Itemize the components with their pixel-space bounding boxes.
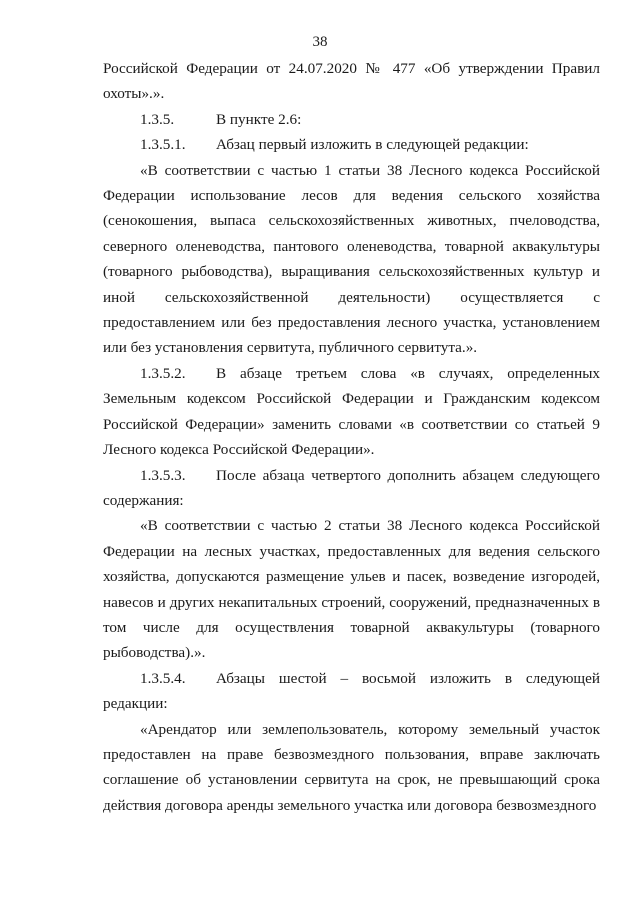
paragraph-text: После абзаца четвертого дополнить абзацем следующего содержания: (103, 466, 600, 509)
paragraph-item-1-3-5 (103, 107, 600, 132)
document-body (103, 56, 600, 818)
paragraph-item-1-3-5-1 (103, 132, 600, 157)
item-number: 1.3.5.4. (140, 669, 186, 687)
paragraph-item-1-3-5-2 (103, 361, 600, 463)
page-number: 38 (312, 34, 328, 50)
item-number: 1.3.5.1. (140, 136, 186, 154)
paragraph-quote-forest-use (103, 158, 600, 361)
paragraph-continuation (103, 56, 600, 107)
paragraph-item-1-3-5-3 (103, 463, 600, 514)
item-number: 1.3.5. (140, 110, 175, 128)
paragraph-quote-tenant (103, 717, 600, 819)
paragraph-item-1-3-5-4 (103, 666, 600, 717)
paragraph-quote-forest-plots (103, 513, 600, 665)
item-number: 1.3.5.3. (140, 466, 186, 484)
paragraph-text: «В соответствии с частью 1 статьи 38 Лесного кодекса Российской Федерации использование лесов для ведения сельского хозяйства (сенокошения, выпаса сельскохозяйственных животных, пчеловодства, северного оленеводства, пантового оленеводства, товарной аквакультуры (товарного рыбоводства), выращивания сельскохозяйственных культур и иной сельскохозяйственной деятельности) осуществляется с предоставлением или без предоставления лесного участка, установлением или без установления сервитута, публичного сервитута.». (103, 161, 600, 357)
paragraph-text: «В соответствии с частью 2 статьи 38 Лесного кодекса Российской Федерации на лесных участках, предоставленных для ведения сельского хозяйства, допускаются размещение ульев и пасек, возведение изгородей, навесов и других некапитальных строений, сооружений, предназначенных в том числе для осуществления товарной аквакультуры (товарного рыбоводства).». (103, 517, 600, 662)
paragraph-text: Абзац первый изложить в следующей редакции: (216, 136, 529, 154)
paragraph-text: Российской Федерации от 24.07.2020 № 477 «Об утверждении Правил охоты».». (103, 60, 600, 103)
paragraph-text: В пункте 2.6: (216, 110, 302, 128)
paragraph-text: В абзаце третьем слова «в случаях, определенных Земельным кодексом Российской Федерации и Гражданским кодексом Российской Федерации» заменить словами «в соответствии со статьей 9 Лесного кодекса Российской Федерации». (103, 364, 600, 459)
paragraph-text: «Арендатор или землепользователь, которому земельный участок предоставлен на праве безвозмездного пользования, вправе заключать соглашение об установлении сервитута на срок, не превышающий срока действия договора аренды земельного участка или договора безвозмездного (103, 720, 600, 814)
paragraph-text: Абзацы шестой – восьмой изложить в следующей редакции: (103, 669, 600, 713)
item-number: 1.3.5.2. (140, 364, 186, 382)
